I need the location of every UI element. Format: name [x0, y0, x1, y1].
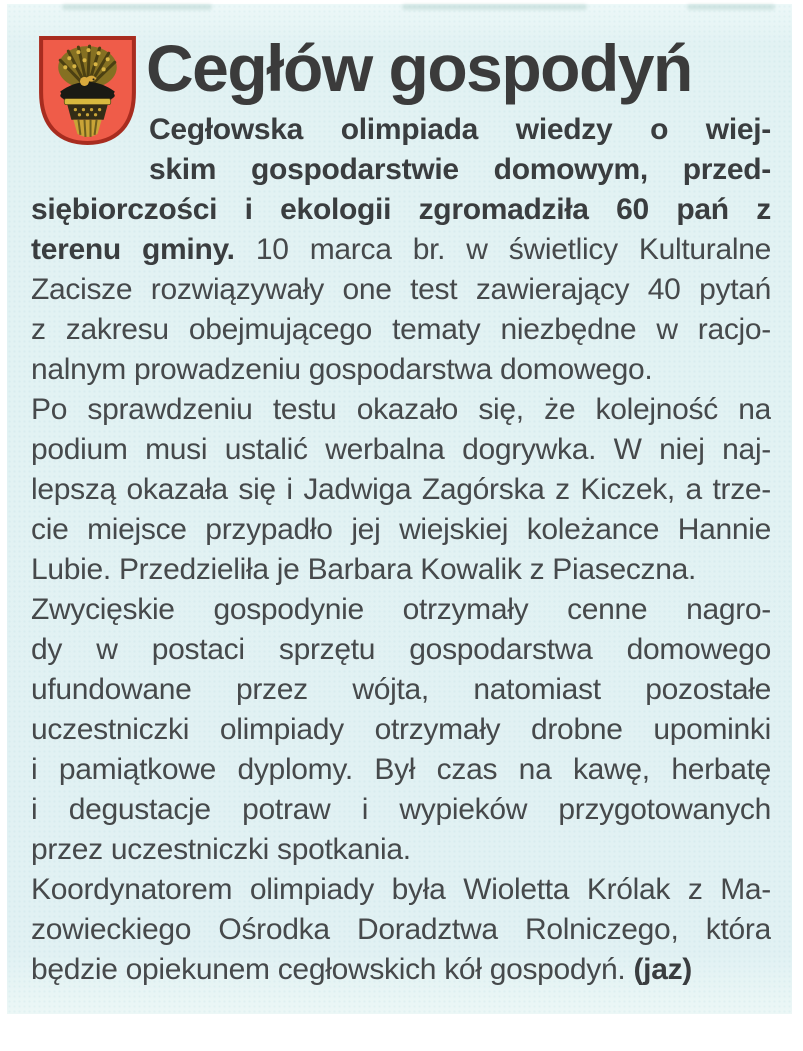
article-body	[31, 110, 771, 990]
article-text-bold: Cegłowska olimpiada wiedzy o wiej-	[149, 113, 771, 146]
article-text: lepszą okazała się i Jadwiga Zagórska z Kiczek, a trze-	[31, 473, 771, 506]
article-text: Po sprawdzeniu testu okazało się, że kolejność na	[31, 393, 771, 426]
article-line	[31, 950, 771, 990]
article-line	[31, 910, 771, 950]
article-line	[31, 670, 771, 710]
article-text: uczestniczki olimpiady otrzymały drobne upominki	[31, 713, 771, 746]
article-line	[31, 470, 771, 510]
article-line	[31, 630, 771, 670]
article-line	[31, 550, 771, 590]
article-text: Zacisze rozwiązywały one test zawierający 40 pytań	[31, 273, 771, 306]
article-title: Cegłów gospodyń	[146, 31, 692, 105]
article-line	[31, 390, 771, 430]
article-text: Lubie. Przedzieliła je Barbara Kowalik z Piaseczna.	[31, 553, 697, 586]
article-line	[149, 110, 771, 150]
article-line	[31, 710, 771, 750]
article-line	[31, 310, 771, 350]
article-text: zowieckiego Ośrodka Doradztwa Rolniczego, która	[31, 913, 771, 946]
article-text-bold: terenu gminy.	[31, 233, 235, 266]
article-line	[31, 230, 771, 270]
article-line	[31, 750, 771, 790]
print-bleed-mark	[687, 4, 775, 10]
article-text: będzie opiekunem cegłowskich kół gospodyń.	[31, 953, 634, 986]
article-text: z zakresu obejmującego tematy niezbędne w racjo-	[31, 313, 771, 346]
article-text: Zwycięskie gospodynie otrzymały cenne nagro-	[31, 593, 771, 626]
article-text: dy w postaci sprzętu gospodarstwa domowego	[31, 633, 771, 666]
article-text-bold: siębiorczości i ekologii zgromadziła 60 pań z	[31, 193, 771, 226]
article-text: cie miejsce przypadło jej wiejskiej koleżance Hannie	[31, 513, 771, 546]
article-line	[149, 150, 771, 190]
article-line	[31, 870, 771, 910]
print-bleed-mark	[62, 4, 212, 10]
article-text: i degustacje potraw i wypieków przygotowanych	[31, 793, 771, 826]
article-line	[31, 430, 771, 470]
newspaper-clipping-paper	[7, 4, 792, 1014]
article-text: podium musi ustalić werbalna dogrywka. W niej naj-	[31, 433, 771, 466]
article-text: ufundowane przez wójta, natomiast pozostałe	[31, 673, 771, 706]
article-line	[31, 190, 771, 230]
article-text: Koordynatorem olimpiady była Wioletta Królak z Ma-	[31, 873, 771, 906]
article-text: 10 marca br. w świetlicy Kulturalne	[234, 233, 771, 266]
article-line	[31, 270, 771, 310]
article-text: nalnym prowadzeniu gospodarstwa domowego.	[31, 353, 653, 386]
article-line	[31, 830, 771, 870]
article-line	[31, 350, 771, 390]
article-text: i pamiątkowe dyplomy. Był czas na kawę, herbatę	[31, 753, 771, 786]
article-line	[31, 790, 771, 830]
article-text-bold: (jaz)	[633, 953, 692, 986]
article-line	[31, 590, 771, 630]
print-bleed-mark	[402, 4, 587, 10]
article-line	[31, 510, 771, 550]
article-text-bold: skim gospodarstwie domowym, przed-	[149, 153, 771, 186]
article-text: przez uczestniczki spotkania.	[31, 833, 411, 866]
